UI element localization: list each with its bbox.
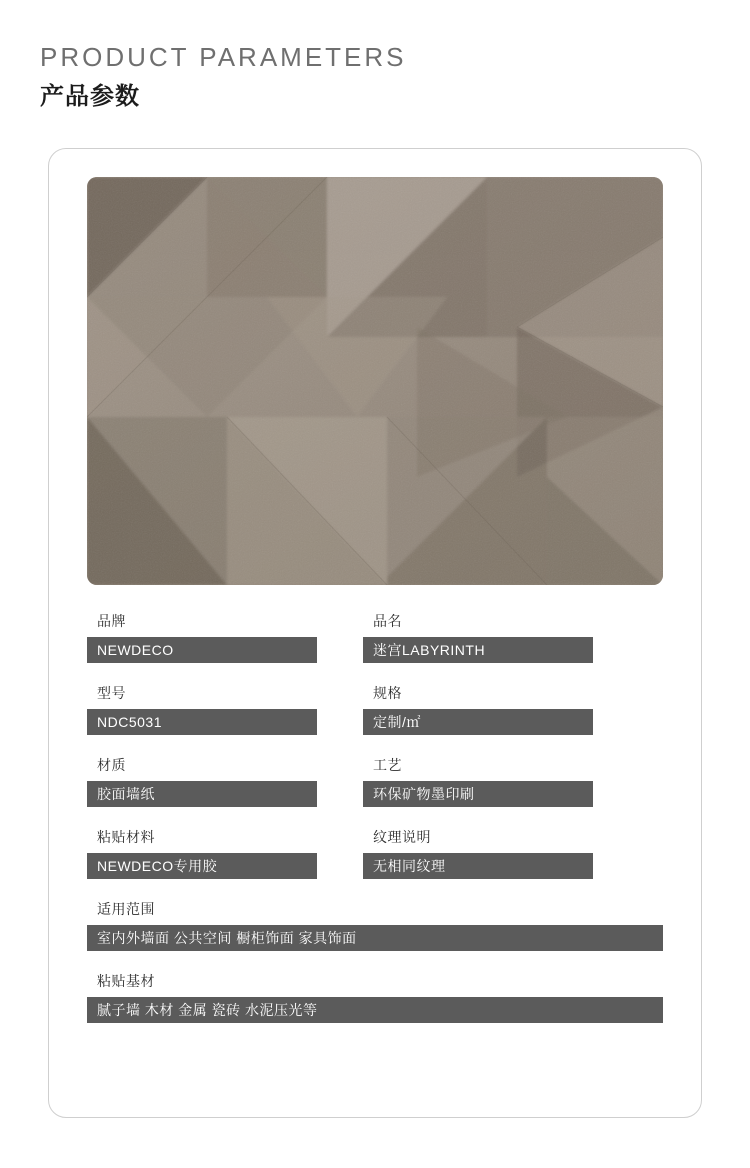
spec-value: NEWDECO专用胶 bbox=[87, 853, 317, 879]
spec-list bbox=[87, 611, 663, 1043]
pattern-graphic bbox=[87, 177, 663, 585]
spec-label: 适用范围 bbox=[97, 901, 155, 917]
product-swatch-image bbox=[87, 177, 663, 585]
spec-row bbox=[87, 683, 663, 735]
spec-label: 品牌 bbox=[97, 613, 126, 629]
spec-item-size bbox=[363, 683, 593, 735]
spec-label: 粘贴基材 bbox=[97, 973, 155, 989]
spec-item-product-name bbox=[363, 611, 593, 663]
spec-value: NEWDECO bbox=[87, 637, 317, 663]
page-title-en: PRODUCT PARAMETERS bbox=[40, 42, 407, 72]
spec-row bbox=[87, 611, 663, 663]
spec-item-brand bbox=[87, 611, 317, 663]
spec-item-adhesive bbox=[87, 827, 317, 879]
spec-item-substrate bbox=[87, 971, 663, 1023]
spec-value: 胶面墙纸 bbox=[87, 781, 317, 807]
spec-label: 材质 bbox=[97, 757, 126, 773]
spec-value: 无相同纹理 bbox=[363, 853, 593, 879]
spec-label: 规格 bbox=[373, 685, 402, 701]
spec-label: 纹理说明 bbox=[373, 829, 431, 845]
spec-label: 工艺 bbox=[373, 757, 402, 773]
page-title-cn: 产品参数 bbox=[40, 83, 140, 110]
spec-item-process bbox=[363, 755, 593, 807]
spec-value: 定制/㎡ bbox=[363, 709, 593, 735]
spec-value: NDC5031 bbox=[87, 709, 317, 735]
spec-value: 室内外墙面 公共空间 橱柜饰面 家具饰面 bbox=[87, 925, 663, 951]
page-header bbox=[0, 0, 750, 114]
spec-item-model bbox=[87, 683, 317, 735]
spec-item-texture-note bbox=[363, 827, 593, 879]
spec-row bbox=[87, 827, 663, 879]
spec-row bbox=[87, 971, 663, 1023]
spec-row bbox=[87, 755, 663, 807]
spec-label: 型号 bbox=[97, 685, 126, 701]
spec-value: 腻子墙 木材 金属 瓷砖 水泥压光等 bbox=[87, 997, 663, 1023]
spec-row bbox=[87, 899, 663, 951]
spec-value: 迷宫LABYRINTH bbox=[363, 637, 593, 663]
spec-value: 环保矿物墨印刷 bbox=[363, 781, 593, 807]
spec-card bbox=[48, 148, 702, 1118]
spec-item-material bbox=[87, 755, 317, 807]
spec-item-application-scope bbox=[87, 899, 663, 951]
spec-label: 品名 bbox=[373, 613, 402, 629]
spec-label: 粘贴材料 bbox=[97, 829, 155, 845]
